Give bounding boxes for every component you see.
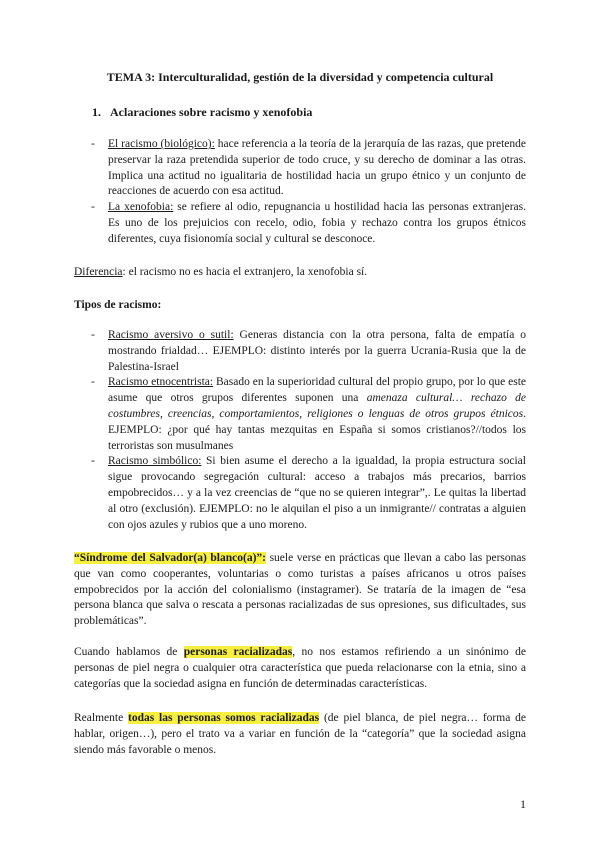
type-term: Racismo simbólico: xyxy=(108,455,202,468)
definition-term: La xenofobia: xyxy=(108,201,174,214)
definition-text: hace referencia a la teoría de la jerarquía de las razas, que pretende preservar la raza pretendida superior de todo cruce, y su derecho de dominar a las otras. Implica una actitud no igualitaria de hostilidad hacia un grupo étnico y un conjunto de reacciones de acuerdo con esa actitud. xyxy=(108,138,526,198)
types-heading: Tipos de racismo: xyxy=(74,299,162,311)
list-item xyxy=(74,454,526,533)
section-heading xyxy=(92,105,312,120)
type-term: Racismo aversivo o sutil: xyxy=(108,329,234,341)
definitions-list xyxy=(74,137,526,248)
list-item xyxy=(74,328,526,375)
section-number: 1. xyxy=(92,105,101,119)
definition-text: se refiere al odio, repugnancia u hostilidad hacia las personas extranjeras. Es uno de los prejuicios con recelo, odio, fobia y rechazo contra los grupos étnicos diferentes, cuya fisionomía social y cultural se desconoce. xyxy=(108,201,526,245)
definition-term: El racismo (biológico): xyxy=(108,138,215,150)
paragraph-text: (de piel blanca, de piel negra… forma de hablar, origen…), pero el trato va a variar en función de la “categoría” que la sociedad asigna siendo más favorable o menos. xyxy=(74,712,526,756)
list-item xyxy=(74,375,526,454)
list-item xyxy=(74,137,526,200)
type-text: Basado en la superioridad cultural del propio grupo, por lo que este asume que otros grupos diferentes suponen una xyxy=(108,376,526,405)
salvador-highlight: “Síndrome del Salvador(a) blanco(a)”: xyxy=(74,552,266,564)
paragraph-text: , no nos estamos refiriendo a un sinónimo de personas de piel negra o cualquier otra característica que pueda relacionarse con la etnia, sino a categorías que la sociedad asigna en función de determinadas características. xyxy=(74,646,526,690)
racializadas-paragraph xyxy=(74,645,526,692)
realmente-highlight: todas las personas somos racializadas xyxy=(128,712,320,724)
type-text: . EJEMPLO: ¿por qué hay tantas mezquitas en España si somos cristianos?//todos los terroristas son musulmanes xyxy=(108,407,526,452)
list-item xyxy=(74,200,526,247)
paragraph-text: Realmente xyxy=(74,712,128,724)
realmente-paragraph xyxy=(74,711,526,758)
salvador-paragraph xyxy=(74,551,526,630)
difference-paragraph xyxy=(74,265,526,281)
difference-text: : el racismo no es hacia el extranjero, la xenofobia sí. xyxy=(122,266,368,278)
difference-label: Diferencia xyxy=(74,266,123,278)
racializadas-highlight: personas racializadas xyxy=(183,646,293,658)
page-title: TEMA 3: Interculturalidad, gestión de la diversidad y competencia cultural xyxy=(106,70,494,84)
section-heading-text: Aclaraciones sobre racismo y xenofobia xyxy=(110,105,313,119)
types-list xyxy=(74,328,526,533)
paragraph-text: Cuando hablamos de xyxy=(74,646,184,658)
page-number: 1 xyxy=(520,797,526,811)
type-text: Generas distancia con la otra persona, falta de empatía o mostrando frialdad… EJEMPLO: distinto interés por la guerra Ucrania-Rusia que la de Palestina-Israel xyxy=(108,329,526,373)
salvador-text: suele verse en prácticas que llevan a cabo las personas que van como cooperantes, voluntarias o como turistas a países africanos u otros países empobrecidos por la acción del colonialismo (instagramer). Se trataría de la imagen de “esa persona blanca que salva o rescata a personas racializadas de sus opresiones, sus dificultades, sus problemáticas”. xyxy=(74,552,526,628)
type-text: Si bien asume el derecho a la igualdad, la propia estructura social sigue provocando segregación cultural: acceso a trabajos más precarios, barrios empobrecidos… y a la vez creencias de “que no se quieren integrar”,. Le quitas la libertad al otro (exclusión). EJEMPLO: no le alquilan el piso a un inmigrante// contratas a alguien con ojos azules y rubios que a uno moreno. xyxy=(108,455,526,531)
type-term: Racismo etnocentrista: xyxy=(108,376,214,389)
type-italic-text: amenaza cultural… rechazo de costumbres, creencias, comportamientos, religiones o lenguas de otros grupos étnicos xyxy=(108,392,526,420)
